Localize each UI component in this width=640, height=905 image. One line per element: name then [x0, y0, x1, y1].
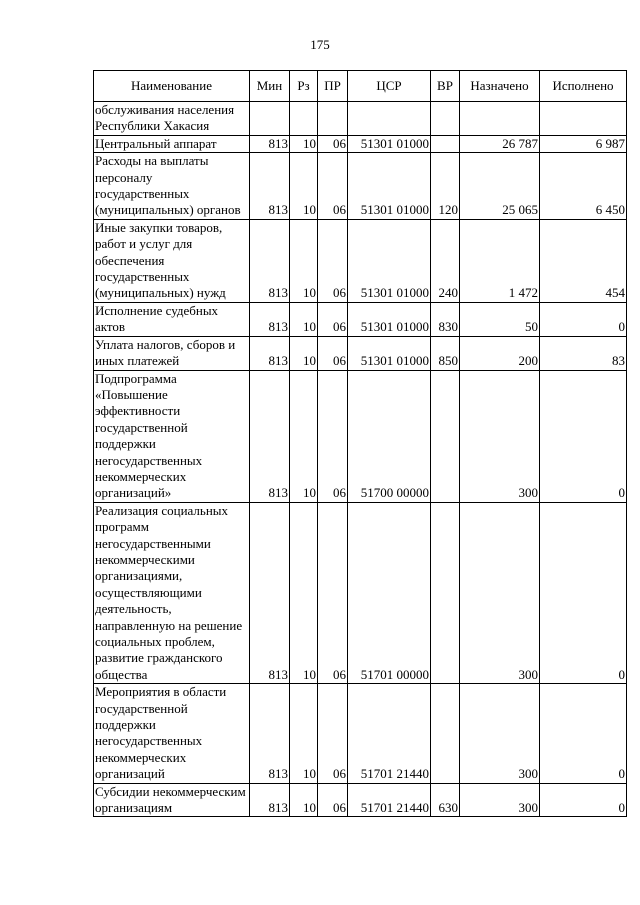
cell-vr	[431, 135, 460, 152]
cell-pr	[318, 102, 348, 136]
cell-csr	[348, 102, 431, 136]
cell-pr: 06	[318, 783, 348, 817]
header-csr: ЦСР	[348, 71, 431, 102]
cell-csr: 51701 21440	[348, 783, 431, 817]
cell-name: Субсидии некоммерческим организациям	[94, 783, 250, 817]
table-row	[94, 336, 627, 370]
cell-assigned: 300	[460, 783, 540, 817]
cell-csr: 51301 01000	[348, 302, 431, 336]
cell-rz: 10	[290, 370, 318, 502]
cell-vr	[431, 684, 460, 783]
cell-assigned: 50	[460, 302, 540, 336]
cell-assigned: 300	[460, 370, 540, 502]
cell-rz: 10	[290, 502, 318, 683]
table-row	[94, 502, 627, 683]
cell-pr: 06	[318, 684, 348, 783]
cell-name: Мероприятия в области государственной поддержки негосударственных некоммерческих организаций	[94, 684, 250, 783]
cell-vr: 850	[431, 336, 460, 370]
cell-name: Центральный аппарат	[94, 135, 250, 152]
cell-csr: 51301 01000	[348, 135, 431, 152]
cell-assigned: 300	[460, 502, 540, 683]
cell-name: Исполнение судебных актов	[94, 302, 250, 336]
cell-rz: 10	[290, 153, 318, 220]
cell-assigned: 200	[460, 336, 540, 370]
table-row	[94, 135, 627, 152]
table-header-row	[94, 71, 627, 102]
table-row	[94, 219, 627, 302]
cell-pr: 06	[318, 135, 348, 152]
cell-csr: 51301 01000	[348, 219, 431, 302]
cell-min: 813	[250, 502, 290, 683]
cell-name: обслуживания населения Республики Хакасия	[94, 102, 250, 136]
cell-executed: 0	[540, 302, 627, 336]
cell-vr: 240	[431, 219, 460, 302]
cell-csr: 51301 01000	[348, 336, 431, 370]
cell-pr: 06	[318, 219, 348, 302]
cell-assigned: 25 065	[460, 153, 540, 220]
cell-executed: 0	[540, 502, 627, 683]
cell-name: Подпрограмма «Повышение эффективности государственной поддержки негосударственных некоммерческих организаций»	[94, 370, 250, 502]
cell-rz: 10	[290, 219, 318, 302]
table-row	[94, 302, 627, 336]
cell-min: 813	[250, 153, 290, 220]
cell-rz: 10	[290, 336, 318, 370]
cell-assigned: 1 472	[460, 219, 540, 302]
header-rz: Рз	[290, 71, 318, 102]
table-row	[94, 370, 627, 502]
cell-csr: 51701 00000	[348, 502, 431, 683]
cell-pr: 06	[318, 302, 348, 336]
cell-min: 813	[250, 684, 290, 783]
header-executed: Исполнено	[540, 71, 627, 102]
cell-pr: 06	[318, 336, 348, 370]
cell-executed	[540, 102, 627, 136]
cell-vr: 120	[431, 153, 460, 220]
cell-executed: 6 450	[540, 153, 627, 220]
cell-pr: 06	[318, 502, 348, 683]
cell-assigned	[460, 102, 540, 136]
cell-rz	[290, 102, 318, 136]
header-min: Мин	[250, 71, 290, 102]
cell-rz: 10	[290, 684, 318, 783]
cell-vr	[431, 370, 460, 502]
cell-assigned: 300	[460, 684, 540, 783]
cell-min: 813	[250, 302, 290, 336]
page-number: 175	[310, 37, 330, 52]
header-vr: ВР	[431, 71, 460, 102]
cell-pr: 06	[318, 153, 348, 220]
cell-executed: 83	[540, 336, 627, 370]
header-name: Наименование	[94, 71, 250, 102]
cell-executed: 0	[540, 684, 627, 783]
cell-rz: 10	[290, 135, 318, 152]
table-row	[94, 684, 627, 783]
cell-csr: 51700 00000	[348, 370, 431, 502]
cell-executed: 454	[540, 219, 627, 302]
table-row	[94, 153, 627, 220]
cell-executed: 0	[540, 783, 627, 817]
cell-csr: 51701 21440	[348, 684, 431, 783]
cell-executed: 0	[540, 370, 627, 502]
cell-vr: 830	[431, 302, 460, 336]
cell-name: Иные закупки товаров, работ и услуг для обеспечения государственных (муниципальных) нужд	[94, 219, 250, 302]
cell-rz: 10	[290, 783, 318, 817]
cell-vr: 630	[431, 783, 460, 817]
cell-name: Реализация социальных программ негосударственными некоммерческими организациями, осуществляющими деятельность, направленную на решение социальных проблем, развитие гражданского общества	[94, 502, 250, 683]
cell-min: 813	[250, 370, 290, 502]
cell-assigned: 26 787	[460, 135, 540, 152]
cell-vr	[431, 102, 460, 136]
cell-csr: 51301 01000	[348, 153, 431, 220]
cell-min: 813	[250, 336, 290, 370]
table-row	[94, 783, 627, 817]
cell-min: 813	[250, 135, 290, 152]
table-row	[94, 102, 627, 136]
cell-name: Уплата налогов, сборов и иных платежей	[94, 336, 250, 370]
header-assigned: Назначено	[460, 71, 540, 102]
cell-min: 813	[250, 219, 290, 302]
cell-min: 813	[250, 783, 290, 817]
cell-pr: 06	[318, 370, 348, 502]
cell-vr	[431, 502, 460, 683]
cell-rz: 10	[290, 302, 318, 336]
budget-table	[93, 70, 627, 817]
cell-name: Расходы на выплаты персоналу государственных (муниципальных) органов	[94, 153, 250, 220]
cell-min	[250, 102, 290, 136]
header-pr: ПР	[318, 71, 348, 102]
cell-executed: 6 987	[540, 135, 627, 152]
